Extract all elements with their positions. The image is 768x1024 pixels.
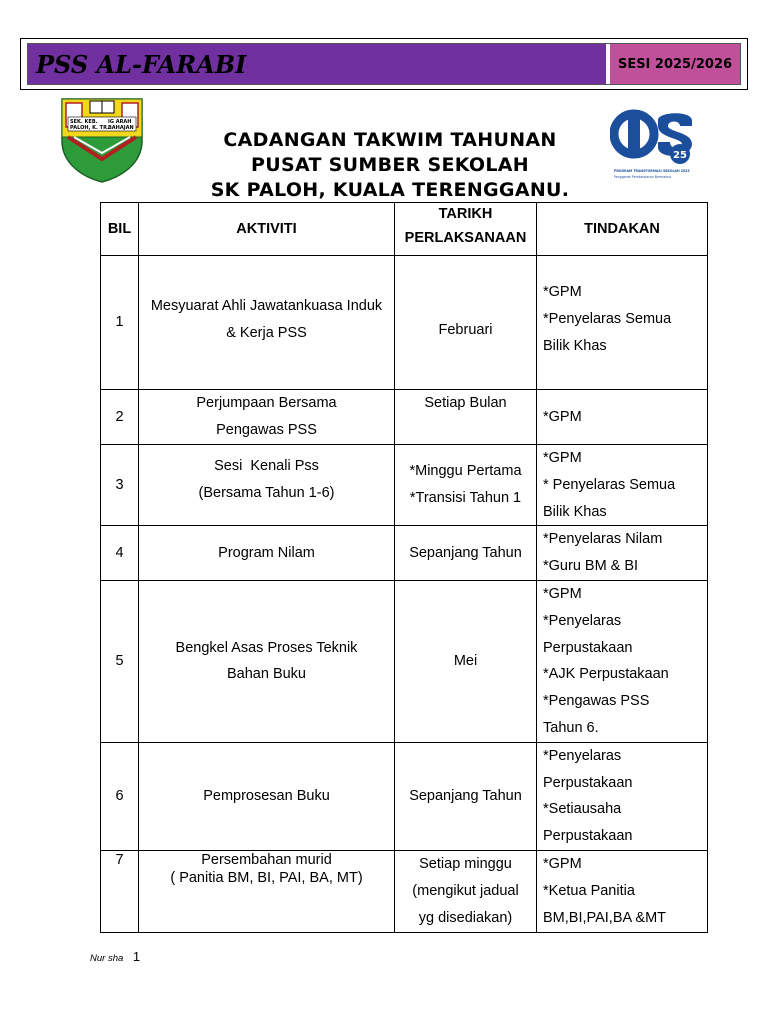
text-line: BM,BI,PAI,BA &MT [543, 909, 667, 926]
cell-tarikh [395, 526, 537, 581]
program-transformasi-sekolah-2025-icon [610, 104, 702, 184]
text-line: yg disediakan) [418, 909, 513, 926]
header-title-cell [28, 44, 606, 84]
text-line: *Penyelaras Semua [543, 311, 672, 328]
text-line: Perpustakaan [543, 774, 633, 791]
text-line: Mei [453, 652, 478, 669]
text-line: Bilik Khas [543, 503, 607, 520]
table-row [101, 580, 708, 742]
cell-tarikh [395, 256, 537, 390]
title-line-3: SK PALOH, KUALA TERENGGANU. [210, 179, 570, 201]
text-line: *GPM [543, 585, 582, 602]
cell-tarikh [395, 850, 537, 932]
text-line: Mesyuarat Ahli Jawatankuasa Induk [150, 297, 383, 314]
text-line: Setiap minggu [419, 855, 512, 872]
table-header-row [101, 203, 708, 256]
cell-aktiviti [139, 742, 395, 850]
cell-aktiviti [139, 580, 395, 742]
cell-bil: 4 [101, 526, 139, 581]
footer-author: Nur sha [90, 953, 124, 964]
crest-text-3: IG ARAH [108, 119, 132, 125]
text-line: (mengikut jadual [412, 882, 519, 899]
header-banner [20, 38, 748, 90]
text-line: Bengkel Asas Proses Teknik [175, 639, 358, 656]
text-line: *Minggu Pertama [409, 463, 522, 480]
text-line: *Setiausaha [543, 801, 622, 818]
cell-tindakan [537, 445, 708, 526]
text-line: (Bersama Tahun 1-6) [198, 484, 335, 501]
cell-tarikh [395, 742, 537, 850]
cell-aktiviti [139, 850, 395, 932]
cell-bil: 1 [101, 256, 139, 390]
cell-tindakan [537, 742, 708, 850]
title-line-2: PUSAT SUMBER SEKOLAH [251, 154, 529, 176]
text-line: *AJK Perpustakaan [543, 666, 669, 683]
text-line: 7 [115, 851, 124, 868]
header-inner [27, 43, 741, 85]
text-line: Persembahan murid [201, 851, 332, 868]
takwim-table [100, 202, 708, 933]
text-line: Perjumpaan Bersama [196, 395, 337, 411]
cell-tindakan [537, 850, 708, 932]
text-line: Perpustakaan [543, 828, 633, 845]
text-line: *Penyelaras Nilam [543, 531, 663, 548]
school-crest-icon [60, 97, 144, 183]
cell-aktiviti [139, 445, 395, 526]
header-aktiviti: AKTIVITI [139, 203, 395, 256]
cell-tarikh [395, 580, 537, 742]
header-bil: BIL [101, 203, 139, 256]
header-tindakan: TINDAKAN [537, 203, 708, 256]
cell-tarikh [395, 445, 537, 526]
header-session-cell [610, 44, 740, 84]
text-line: *Transisi Tahun 1 [409, 490, 522, 507]
text-line: *Ketua Panitia [543, 882, 635, 899]
cell-tindakan [537, 580, 708, 742]
table-row [101, 850, 708, 932]
page-number: 1 [132, 949, 141, 964]
text-line: Perpustakaan [543, 639, 633, 656]
text-line: Sepanjang Tahun [409, 787, 522, 804]
ts25-caption-2: Penggerak Pembelajaran Bermakna [614, 175, 672, 179]
cell-tindakan [537, 256, 708, 390]
crest-text-2: PALOH, K. TR. [70, 125, 109, 131]
ts25-caption-1: PROGRAM TRANSFORMASI SEKOLAH 2025 [614, 169, 690, 173]
table-row [101, 390, 708, 445]
text-line: Bilik Khas [543, 337, 607, 354]
header-tarikh-line-2: PERLAKSANAAN [404, 230, 527, 246]
table-row [101, 742, 708, 850]
text-line: *GPM [543, 855, 582, 872]
cell-aktiviti [139, 256, 395, 390]
text-line: *GPM [543, 408, 582, 425]
text-line: Pemprosesan Buku [203, 787, 330, 804]
cell-aktiviti [139, 390, 395, 445]
text-line: ( Panitia BM, BI, PAI, BA, MT) [170, 869, 363, 886]
text-line: *Penyelaras [543, 747, 622, 764]
cell-tindakan [537, 526, 708, 581]
text-line: Februari [438, 322, 493, 339]
cell-bil: 5 [101, 580, 139, 742]
text-line: *Penyelaras [543, 612, 622, 629]
cell-bil [101, 850, 139, 932]
text-line: Setiap Bulan [424, 395, 507, 411]
text-line: Bahan Buku [226, 666, 306, 683]
page-footer [90, 949, 140, 964]
document-title [180, 128, 600, 203]
cell-bil: 6 [101, 742, 139, 850]
text-line: Program Nilam [218, 544, 315, 561]
header-tarikh [395, 203, 537, 256]
text-line: & Kerja PSS [226, 324, 307, 341]
text-line: Pengawas PSS [216, 421, 317, 438]
header-tarikh-line-1: TARIKH [438, 206, 493, 222]
text-line: * Penyelaras Semua [543, 476, 676, 493]
cell-tarikh [395, 390, 537, 445]
text-line: Sepanjang Tahun [409, 544, 522, 561]
text-line: *Pengawas PSS [543, 693, 650, 710]
table-row [101, 445, 708, 526]
table-row [101, 256, 708, 390]
text-line: *GPM [543, 284, 582, 301]
header-title: PSS AL-FARABI [36, 49, 247, 79]
title-line-1: CADANGAN TAKWIM TAHUNAN [223, 129, 557, 151]
text-line: *GPM [543, 450, 582, 466]
cell-bil: 2 [101, 390, 139, 445]
session-label: SESI 2025/2026 [617, 56, 733, 72]
text-line: Sesi Kenali Pss [214, 458, 319, 474]
crest-text-4: BAHAJAN [108, 125, 134, 131]
cell-bil: 3 [101, 445, 139, 526]
text-line: *Guru BM & BI [543, 558, 639, 575]
cell-tindakan [537, 390, 708, 445]
ts25-number: 25 [673, 150, 687, 161]
cell-aktiviti [139, 526, 395, 581]
text-line: Tahun 6. [543, 719, 599, 736]
table-row [101, 526, 708, 581]
crest-text-1: SEK. KEB. [70, 119, 98, 125]
